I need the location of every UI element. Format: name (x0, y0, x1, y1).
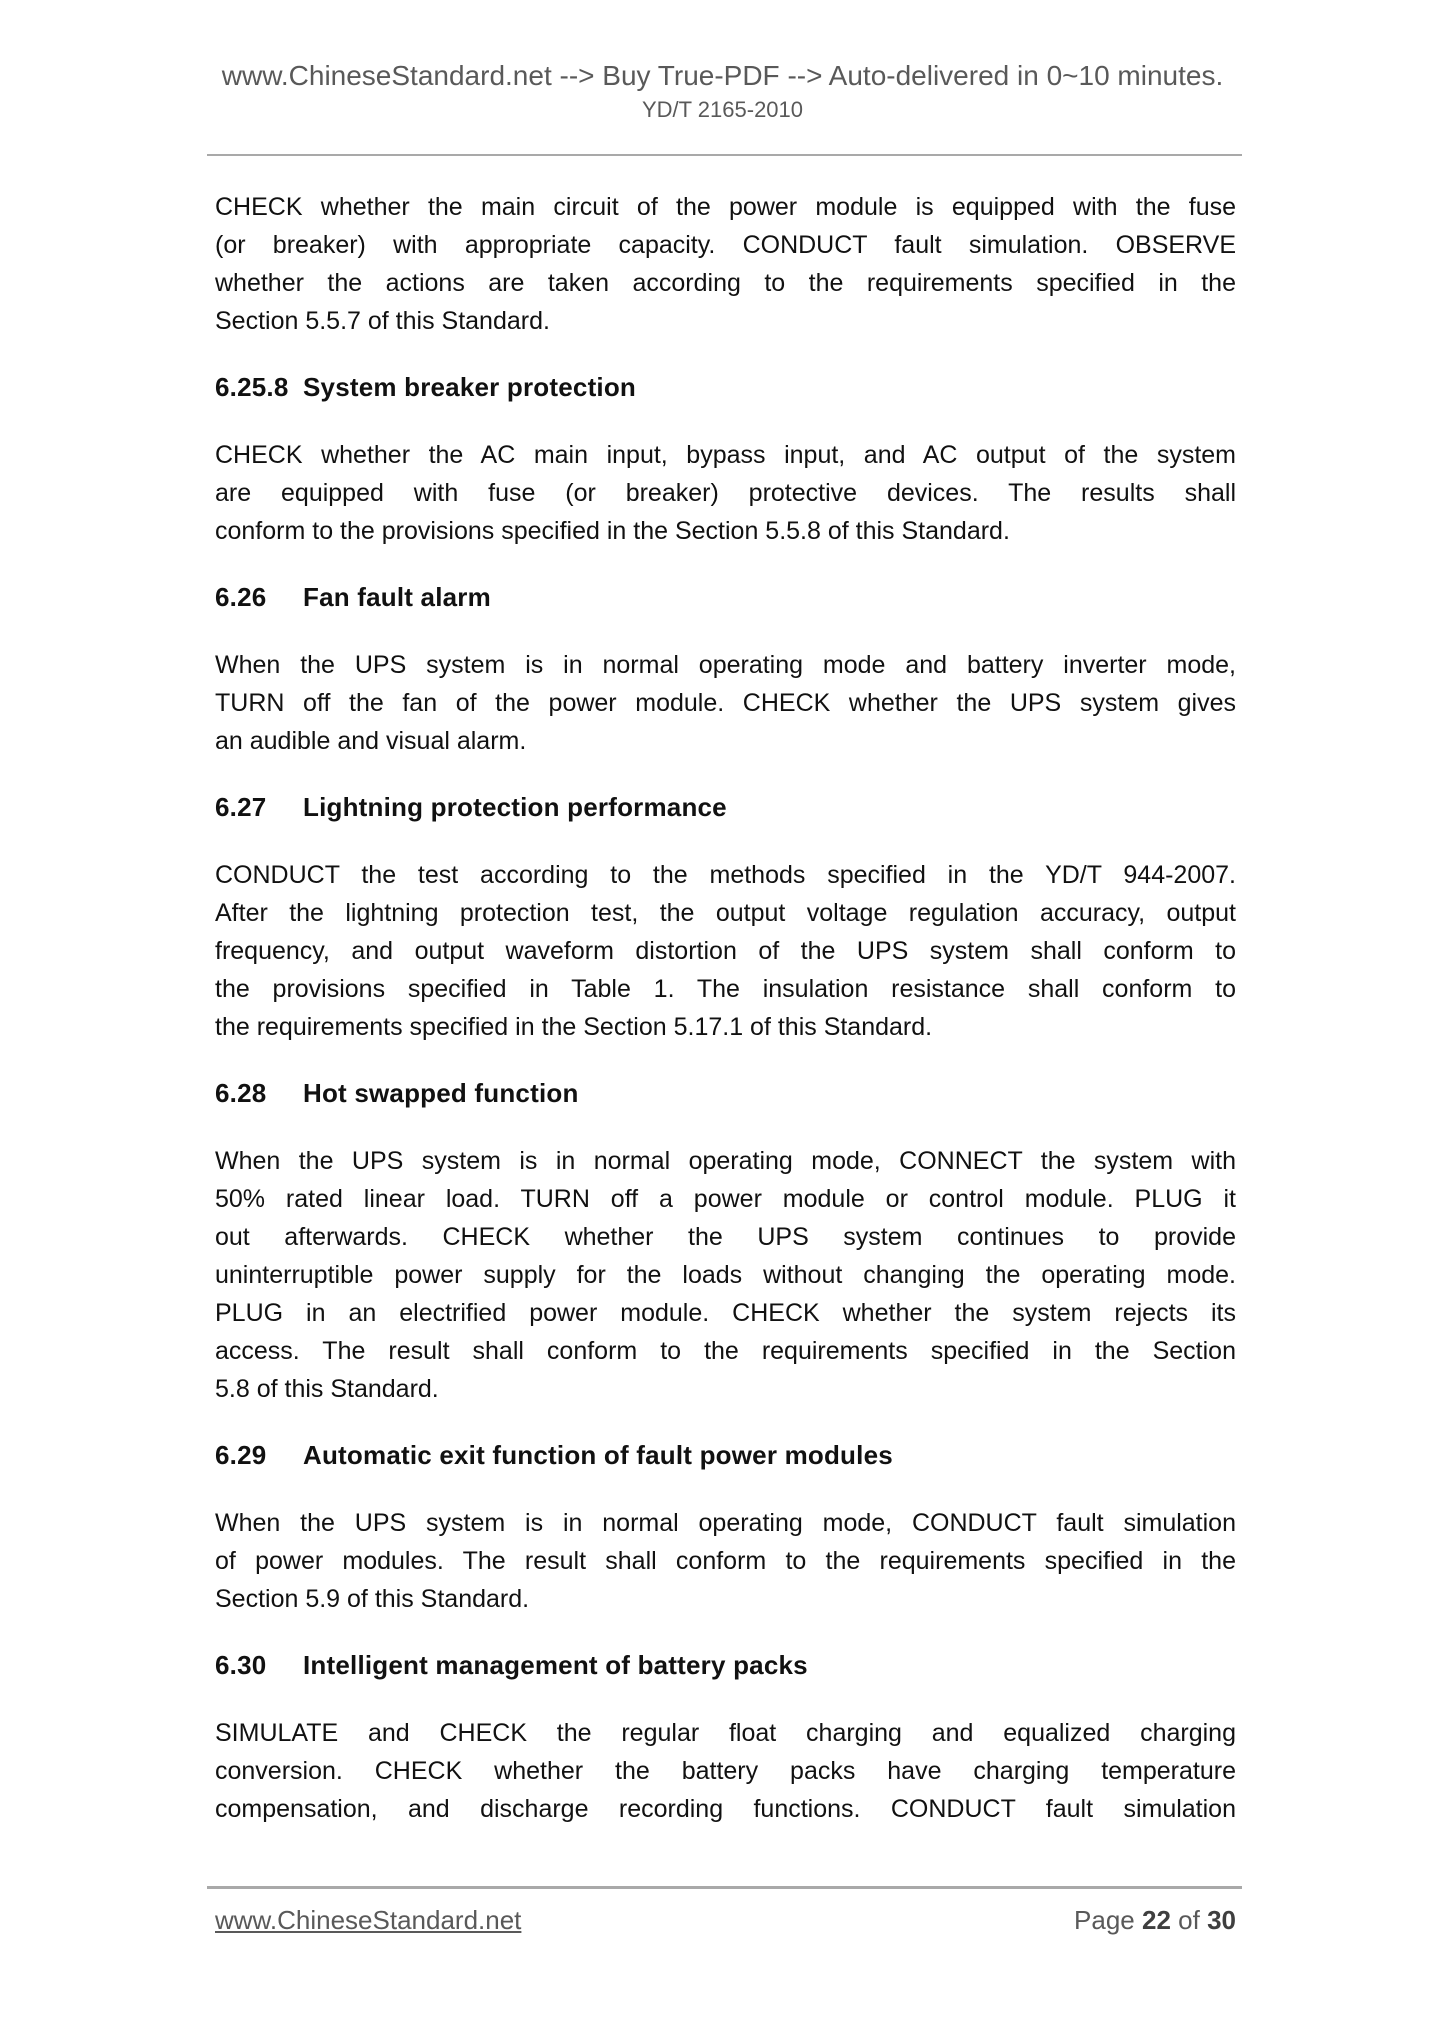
text-line: the requirements specified in the Section 5.17.1 of this Standard. (215, 1013, 933, 1041)
text-line: CHECK whether the main circuit of the power module is equipped with the fuse (215, 193, 1236, 221)
text-line: CHECK whether the AC main input, bypass input, and AC output of the system (215, 441, 1236, 469)
text-line: an audible and visual alarm. (215, 727, 527, 755)
paragraph (215, 188, 1236, 340)
section-heading (215, 1646, 1236, 1684)
text-line: TURN off the fan of the power module. CHECK whether the UPS system gives (215, 689, 1236, 717)
paragraph (215, 1142, 1236, 1408)
text-line: (or breaker) with appropriate capacity. CONDUCT fault simulation. OBSERVE (215, 231, 1236, 259)
heading-title: Automatic exit function of fault power modules (303, 1440, 893, 1470)
text-line: of power modules. The result shall conform to the requirements specified in the (215, 1547, 1236, 1575)
heading-title: Lightning protection performance (303, 792, 727, 822)
text-line: 5.8 of this Standard. (215, 1375, 439, 1403)
text-line: are equipped with fuse (or breaker) protective devices. The results shall (215, 479, 1236, 507)
heading-number: 6.25.8 (215, 372, 289, 402)
section-heading (215, 788, 1236, 826)
heading-title: Fan fault alarm (303, 582, 491, 612)
text-line: conversion. CHECK whether the battery packs have charging temperature (215, 1757, 1236, 1785)
heading-number: 6.26 (215, 582, 267, 612)
text-line: 50% rated linear load. TURN off a power module or control module. PLUG it (215, 1185, 1236, 1213)
text-line: uninterruptible power supply for the loads without changing the operating mode. (215, 1261, 1236, 1289)
document-body (207, 188, 1242, 1828)
text-line: frequency, and output waveform distortion of the UPS system shall conform to (215, 937, 1236, 965)
text-line: access. The result shall conform to the requirements specified in the Section (215, 1337, 1236, 1365)
footer-site-link[interactable]: www.ChineseStandard.net (215, 1905, 522, 1935)
text-line: conform to the provisions specified in the Section 5.5.8 of this Standard. (215, 517, 1010, 545)
text-line: Section 5.5.7 of this Standard. (215, 307, 550, 335)
text-line: compensation, and discharge recording functions. CONDUCT fault simulation (215, 1795, 1236, 1823)
text-line: whether the actions are taken according to the requirements specified in the (215, 269, 1236, 297)
paragraph (215, 436, 1236, 550)
page-label: Page (1074, 1905, 1135, 1935)
content-area (207, 154, 1242, 1939)
heading-title: System breaker protection (303, 372, 637, 402)
text-line: When the UPS system is in normal operating mode, CONNECT the system with (215, 1147, 1236, 1175)
section-heading (215, 1074, 1236, 1112)
heading-title: Intelligent management of battery packs (303, 1650, 808, 1680)
text-line: When the UPS system is in normal operating mode, CONDUCT fault simulation (215, 1509, 1236, 1537)
paragraph (215, 646, 1236, 760)
footer-divider (207, 1886, 1242, 1889)
text-line: CONDUCT the test according to the methods specified in the YD/T 944-2007. (215, 861, 1236, 889)
section-heading (215, 1436, 1236, 1474)
heading-number: 6.28 (215, 1078, 267, 1108)
page-current-number: 22 (1142, 1905, 1171, 1935)
text-line: After the lightning protection test, the output voltage regulation accuracy, output (215, 899, 1236, 927)
section-heading (215, 368, 1236, 406)
paragraph (215, 856, 1236, 1046)
text-line: When the UPS system is in normal operating mode and battery inverter mode, (215, 651, 1236, 679)
paragraph (215, 1714, 1236, 1828)
page-total-number: 30 (1207, 1905, 1236, 1935)
page-footer (207, 1901, 1242, 1939)
heading-number: 6.29 (215, 1440, 267, 1470)
page-indicator (1074, 1901, 1236, 1939)
text-line: the provisions specified in Table 1. The insulation resistance shall conform to (215, 975, 1236, 1003)
text-line: Section 5.9 of this Standard. (215, 1585, 530, 1613)
text-line: PLUG in an electrified power module. CHECK whether the system rejects its (215, 1299, 1236, 1327)
text-line: SIMULATE and CHECK the regular float charging and equalized charging (215, 1719, 1236, 1747)
document-number: YD/T 2165-2010 (641, 97, 804, 122)
page-header (0, 0, 1445, 128)
paragraph (215, 1504, 1236, 1618)
heading-number: 6.30 (215, 1650, 267, 1680)
text-line: out afterwards. CHECK whether the UPS system continues to provide (215, 1223, 1236, 1251)
section-heading (215, 578, 1236, 616)
heading-title: Hot swapped function (303, 1078, 579, 1108)
of-label: of (1178, 1905, 1200, 1935)
header-divider (207, 154, 1242, 156)
heading-number: 6.27 (215, 792, 267, 822)
header-promo-line: www.ChineseStandard.net --> Buy True-PDF --> Auto-delivered in 0~10 minutes. (221, 60, 1224, 91)
